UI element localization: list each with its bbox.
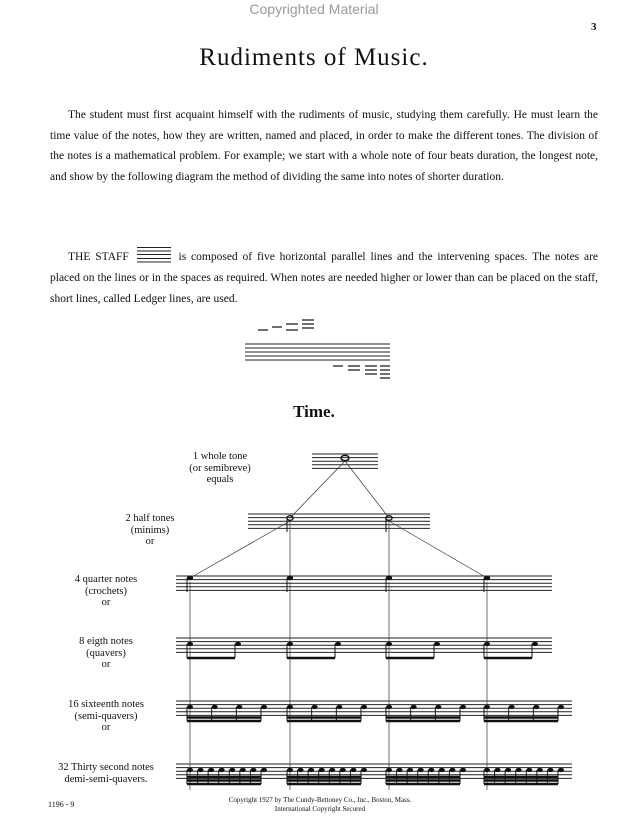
sixteenth-note-head	[361, 705, 367, 709]
sixteenth-note-head	[386, 705, 392, 709]
thirty-second-note-head	[329, 768, 335, 772]
row-label-eighth: 8 eigth notes (quavers) or	[79, 636, 133, 670]
sixteenth-note-head	[533, 705, 539, 709]
quarter-note-head	[187, 576, 193, 581]
quarter-note-head	[484, 576, 490, 581]
sixteenth-note-head	[435, 705, 441, 709]
thirty-second-note-head	[319, 768, 325, 772]
thirty-second-note-head	[198, 768, 204, 772]
sixteenth-note-head	[187, 705, 193, 709]
page-title: Rudiments of Music.	[199, 44, 429, 71]
thirty-second-note-head	[361, 768, 367, 772]
row-label-thirty-second: 32 Thirty second notes demi-semi-quavers.	[58, 762, 154, 785]
eighth-note-head	[287, 642, 293, 646]
thirty-second-note-head	[250, 768, 256, 772]
row-label-sixteenth: 16 sixteenth notes (semi-quavers) or	[68, 699, 144, 733]
sixteenth-note-head	[212, 705, 218, 709]
thirty-second-note-head	[526, 768, 532, 772]
ledger-lines-example	[245, 320, 390, 378]
thirty-second-note-head	[460, 768, 466, 772]
page-number: 3	[591, 21, 597, 33]
thirty-second-note-head	[558, 768, 564, 772]
sixteenth-note-head	[558, 705, 564, 709]
sixteenth-note-head	[261, 705, 267, 709]
eighth-note-head	[434, 642, 440, 646]
section-title-time: Time.	[293, 402, 335, 421]
row-label-quarter: 4 quarter notes (crochets) or	[74, 574, 138, 608]
division-connector	[190, 521, 290, 578]
thirty-second-note-head	[495, 768, 501, 772]
sixteenth-note-head	[312, 705, 318, 709]
staff-body-text: is composed of five horizontal parallel lines and the intervening spaces. The notes are placed on the lines or in the spaces as required. When notes are needed higher or lower than can be placed on the staff, short lines, called Ledger lines, are used.	[50, 251, 599, 305]
thirty-second-note-head	[516, 768, 522, 772]
sixteenth-note-head	[336, 705, 342, 709]
quarter-note-head	[386, 576, 392, 581]
thirty-second-note-head	[308, 768, 314, 772]
row-label-half: 2 half tones (minims) or	[125, 513, 175, 547]
eighth-note-head	[386, 642, 392, 646]
thirty-second-note-head	[397, 768, 403, 772]
thirty-second-note-head	[418, 768, 424, 772]
thirty-second-note-head	[407, 768, 413, 772]
intro-paragraph: The student must first acquaint himself with the rudiments of music, studying them carefully. He must learn the time value of the notes, how they are written, named and placed, in order to make the different tones. The division of the notes is a mathematical problem. For example; we start with a whole note of four beats duration, the longest note, and show by the following diagram the method of dividing the same into notes of shorter duration.	[50, 109, 598, 183]
eighth-note-head	[484, 642, 490, 646]
eighth-note-head	[532, 642, 538, 646]
division-connector	[345, 461, 389, 518]
thirty-second-note-head	[439, 768, 445, 772]
sixteenth-note-head	[236, 705, 242, 709]
thirty-second-note-head	[428, 768, 434, 772]
sixteenth-note-head	[484, 705, 490, 709]
thirty-second-note-head	[350, 768, 356, 772]
thirty-second-note-head	[484, 768, 490, 772]
sixteenth-note-head	[287, 705, 293, 709]
note-division-tree	[176, 454, 572, 790]
eighth-note-head	[335, 642, 341, 646]
copyright-watermark: Copyrighted Material	[249, 1, 379, 17]
thirty-second-note-head	[208, 768, 214, 772]
thirty-second-note-head	[261, 768, 267, 772]
thirty-second-note-head	[229, 768, 235, 772]
thirty-second-note-head	[505, 768, 511, 772]
thirty-second-note-head	[537, 768, 543, 772]
footer-catalog-code: 1196 - 9	[48, 800, 75, 809]
eighth-note-head	[235, 642, 241, 646]
staff-lead-text: THE STAFF	[68, 251, 129, 263]
sixteenth-note-head	[460, 705, 466, 709]
division-connector	[389, 521, 487, 578]
eighth-note-head	[187, 642, 193, 646]
thirty-second-note-head	[547, 768, 553, 772]
sixteenth-note-head	[509, 705, 515, 709]
footer-copyright: Copyright 1927 by The Cundy-Bettoney Co., Inc., Boston, Mass. International Copyright Secured	[228, 796, 412, 813]
thirty-second-note-head	[386, 768, 392, 772]
row-label-whole: 1 whole tone (or semibreve) equals	[189, 451, 251, 485]
thirty-second-note-head	[298, 768, 304, 772]
division-connector	[290, 461, 345, 518]
sixteenth-note-head	[411, 705, 417, 709]
thirty-second-note-head	[187, 768, 193, 772]
thirty-second-note-head	[240, 768, 246, 772]
thirty-second-note-head	[340, 768, 346, 772]
thirty-second-note-head	[219, 768, 225, 772]
quarter-note-head	[287, 576, 293, 581]
thirty-second-note-head	[449, 768, 455, 772]
thirty-second-note-head	[287, 768, 293, 772]
